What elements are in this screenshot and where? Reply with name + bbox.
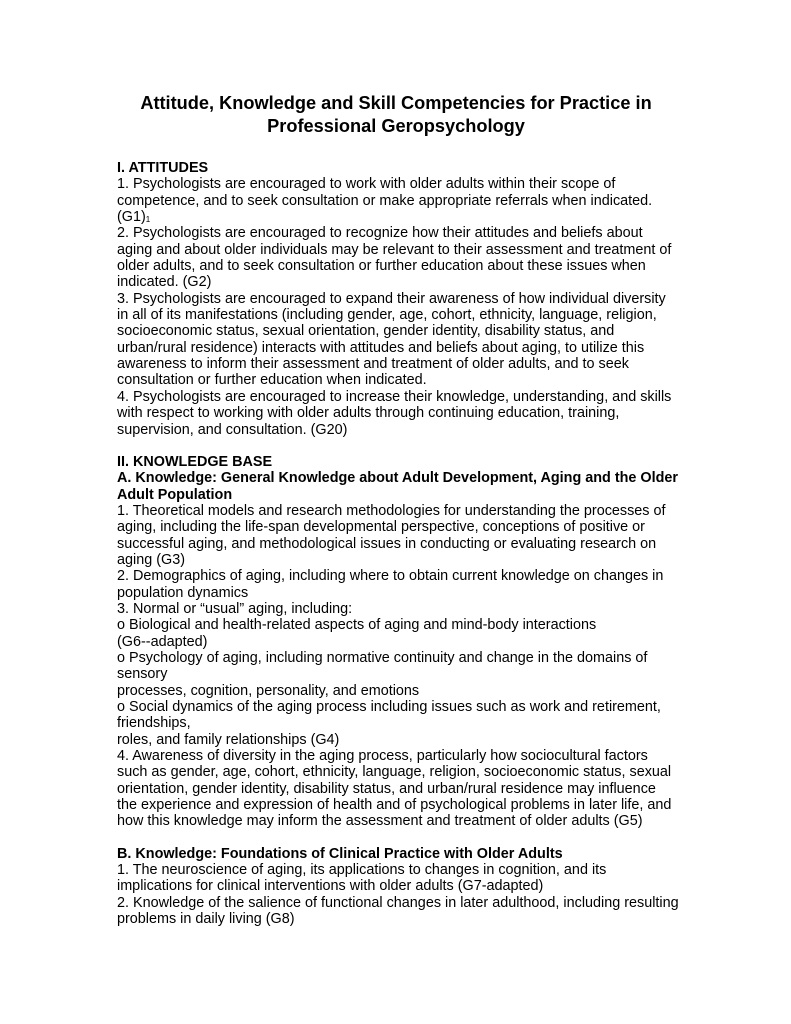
knowledge-a-bullet-1-cont: (G6--adapted)	[117, 633, 208, 650]
knowledge-heading: II. KNOWLEDGE BASE	[117, 453, 273, 470]
knowledge-a-bullet-3: o Social dynamics of the aging process including issues such as work and retirement, friendships,	[117, 699, 661, 732]
knowledge-a-item-2: 2. Demographics of aging, including where to obtain current knowledge on changes in population dynamics	[117, 568, 664, 601]
attitudes-item-1	[117, 176, 679, 225]
knowledge-a-bullet-3-cont: roles, and family relationships (G4)	[117, 731, 340, 748]
attitudes-item-2: 2. Psychologists are encouraged to recognize how their attitudes and beliefs about aging and about older individuals may be relevant to their assessment and treatment of older adults, and to seek consultation or further education about these issues when indicated. (G2)	[117, 225, 672, 291]
document-page	[117, 92, 679, 927]
knowledge-a-item-3: 3. Normal or “usual” aging, including:	[117, 600, 353, 617]
knowledge-a-item-4: 4. Awareness of diversity in the aging process, particularly how sociocultural factors such as gender, age, cohort, ethnicity, language, religion, socioeconomic status, sexual orientation, gender identity, disability status, and urban/rural residence may influence the experience and expression of health and of psychological problems in later life, and how this knowledge may inform the assessment and treatment of older adults (G5)	[117, 748, 672, 830]
knowledge-b-section	[117, 846, 679, 928]
attitudes-heading: I. ATTITUDES	[117, 160, 209, 176]
attitudes-item-3: 3. Psychologists are encouraged to expand their awareness of how individual diversity in all of its manifestations (including gender, age, cohort, ethnicity, language, religion, socioeconomic status, sexual orientation, gender identity, disability status, and urban/rural residence) interacts with attitudes and beliefs about aging, to utilize this awareness to inform their assessment and treatment of older adults, and to seek consultation or further education when indicated.	[117, 290, 666, 389]
attitudes-item-4: 4. Psychologists are encouraged to increase their knowledge, understanding, and skills with respect to working with older adults through continuing education, training, supervision, and consultation. (G20)	[117, 388, 672, 438]
knowledge-a-item-1: 1. Theoretical models and research methodologies for understanding the processes of aging, including the life-span developmental perspective, conceptions of positive or successful aging, and methodological issues in conducting or evaluating research on aging (G3)	[117, 502, 666, 568]
footnote-marker: 1	[145, 215, 151, 225]
knowledge-a-bullet-2-cont: processes, cognition, personality, and emotions	[117, 682, 420, 699]
knowledge-b-heading: B. Knowledge: Foundations of Clinical Practice with Older Adults	[117, 845, 563, 862]
attitudes-item-1-text: 1. Psychologists are encouraged to work with older adults within their scope of competence, and to seek consultation or make appropriate referrals when indicated. (G1)	[117, 176, 653, 226]
knowledge-b-item-2: 2. Knowledge of the salience of functional changes in later adulthood, including resulting problems in daily living (G8)	[117, 894, 679, 928]
title-line-1: Attitude, Knowledge and Skill Competencies for Practice in	[140, 93, 652, 113]
knowledge-a-bullet-1: o Biological and health-related aspects of aging and mind-body interactions	[117, 617, 597, 634]
knowledge-a-bullet-2: o Psychology of aging, including normative continuity and change in the domains of sensory	[117, 649, 648, 683]
knowledge-a-heading: A. Knowledge: General Knowledge about Adult Development, Aging and the Older Adult Population	[117, 470, 679, 503]
knowledge-section	[117, 454, 679, 830]
title-line-2: Professional Geropsychology	[267, 116, 525, 136]
document-title	[111, 92, 681, 138]
knowledge-b-item-1: 1. The neuroscience of aging, its applications to changes in cognition, and its implications for clinical interventions with older adults (G7-adapted)	[117, 862, 607, 895]
attitudes-section	[117, 160, 679, 438]
